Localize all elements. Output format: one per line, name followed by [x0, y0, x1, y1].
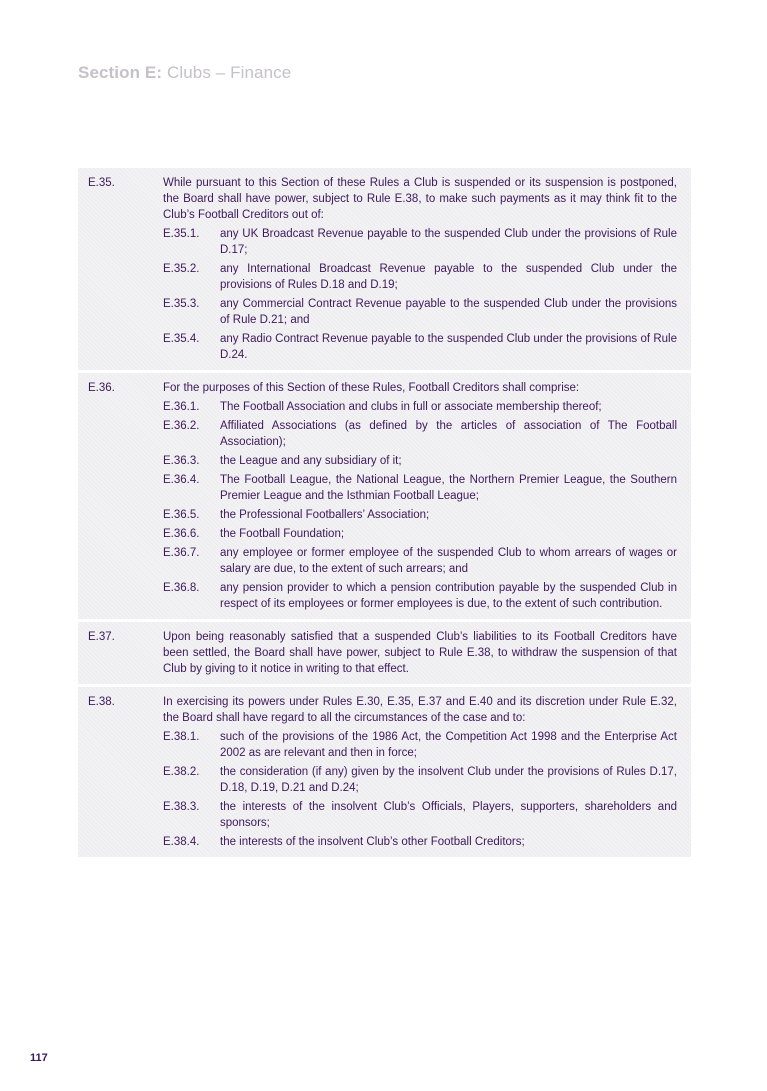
- sub-rule-number: E.36.2.: [163, 420, 200, 432]
- sub-rule-text: any pension provider to which a pension contribution payable by the suspended Club in respect of its employees or former employees is due, to the extent of such contribution.: [220, 582, 677, 610]
- sub-rule-number: E.35.4.: [163, 333, 200, 345]
- rule-body: [163, 629, 677, 677]
- rule-number: E.36.: [88, 382, 115, 394]
- sub-rule-number: E.36.4.: [163, 474, 200, 486]
- rule-text: While pursuant to this Section of these Rules a Club is suspended or its suspension is postponed, the Board shall have power, subject to Rule E.38, to make such payments as it may think fit to the Club’s Football Creditors out of:: [163, 177, 677, 221]
- sub-rule: [163, 580, 677, 612]
- sub-rule-text: Affiliated Associations (as defined by the articles of association of The Football Association);: [220, 420, 677, 448]
- rule-number: E.38.: [88, 696, 115, 708]
- page-number: 117: [30, 1052, 48, 1064]
- sub-rule: [163, 799, 677, 831]
- rule-block: [78, 168, 691, 370]
- sub-rule-text: The Football League, the National League, the Northern Premier League, the Southern Premier League and the Isthmian Football League;: [220, 474, 677, 502]
- sub-rule-text: the interests of the insolvent Club’s Officials, Players, supporters, shareholders and sponsors;: [220, 801, 677, 829]
- sub-rule: [163, 526, 677, 542]
- sub-rule-number: E.36.1.: [163, 401, 200, 413]
- sub-rule-text: any Commercial Contract Revenue payable to the suspended Club under the provisions of Rule D.21; and: [220, 298, 677, 326]
- sub-rule: [163, 418, 677, 450]
- rule-block: [78, 373, 691, 619]
- sub-rule-number: E.38.1.: [163, 731, 200, 743]
- sub-rule-number: E.36.7.: [163, 547, 200, 559]
- rule-text: For the purposes of this Section of these Rules, Football Creditors shall comprise:: [163, 382, 580, 394]
- sub-rule: [163, 261, 677, 293]
- rule-text: In exercising its powers under Rules E.30, E.35, E.37 and E.40 and its discretion under Rule E.32, the Board shall have regard to all the circumstances of the case and to:: [163, 696, 677, 724]
- rule-text: Upon being reasonably satisfied that a suspended Club’s liabilities to its Football Creditors have been settled, the Board shall have power, subject to Rule E.38, to withdraw the suspension of that Club by giving to it notice in writing to that effect.: [163, 631, 677, 675]
- sub-rule: [163, 764, 677, 796]
- sub-rule-text: such of the provisions of the 1986 Act, the Competition Act 1998 and the Enterprise Act 2002 as are relevant and then in force;: [220, 731, 677, 759]
- sub-rule-number: E.38.4.: [163, 836, 200, 848]
- sub-rule-text: the consideration (if any) given by the insolvent Club under the provisions of Rules D.17, D.18, D.19, D.21 and D.24;: [220, 766, 677, 794]
- rule-body: [163, 175, 677, 363]
- sub-rule-number: E.36.5.: [163, 509, 200, 521]
- sub-rule: [163, 226, 677, 258]
- sub-rule-text: any International Broadcast Revenue payable to the suspended Club under the provisions of Rules D.18 and D.19;: [220, 263, 677, 291]
- rules-list: [78, 168, 691, 860]
- sub-rule: [163, 729, 677, 761]
- rule-block: [78, 622, 691, 684]
- rule-number: E.37.: [88, 631, 115, 643]
- sub-rule: [163, 296, 677, 328]
- sub-rule-number: E.38.3.: [163, 801, 200, 813]
- sub-rule-text: the Football Foundation;: [220, 528, 345, 540]
- sub-rule-text: The Football Association and clubs in full or associate membership thereof;: [220, 401, 602, 413]
- sub-rule-number: E.38.2.: [163, 766, 200, 778]
- sub-rule-number: E.35.1.: [163, 228, 200, 240]
- sub-rule-number: E.35.2.: [163, 263, 200, 275]
- section-title: Clubs – Finance: [166, 63, 292, 82]
- sub-rule-text: the interests of the insolvent Club’s other Football Creditors;: [220, 836, 525, 848]
- rule-number: E.35.: [88, 177, 115, 189]
- sub-rule-number: E.36.6.: [163, 528, 200, 540]
- sub-rule-number: E.35.3.: [163, 298, 200, 310]
- sub-rule: [163, 507, 677, 523]
- section-header: [78, 63, 291, 83]
- rule-body: [163, 380, 677, 612]
- section-label: Section E:: [78, 63, 163, 82]
- sub-rule-text: any UK Broadcast Revenue payable to the suspended Club under the provisions of Rule D.17;: [220, 228, 677, 256]
- rule-block: [78, 687, 691, 857]
- sub-rule-text: any Radio Contract Revenue payable to the suspended Club under the provisions of Rule D.24.: [220, 333, 677, 361]
- sub-rule: [163, 545, 677, 577]
- sub-rule: [163, 453, 677, 469]
- sub-rule-text: the Professional Footballers’ Association;: [220, 509, 430, 521]
- sub-rule: [163, 472, 677, 504]
- sub-rule: [163, 834, 677, 850]
- sub-rule: [163, 331, 677, 363]
- sub-rule: [163, 399, 677, 415]
- rule-body: [163, 694, 677, 850]
- sub-rule-number: E.36.8.: [163, 582, 200, 594]
- sub-rule-number: E.36.3.: [163, 455, 200, 467]
- sub-rule-text: any employee or former employee of the suspended Club to whom arrears of wages or salary are due, to the extent of such arrears; and: [220, 547, 677, 575]
- sub-rule-text: the League and any subsidiary of it;: [220, 455, 402, 467]
